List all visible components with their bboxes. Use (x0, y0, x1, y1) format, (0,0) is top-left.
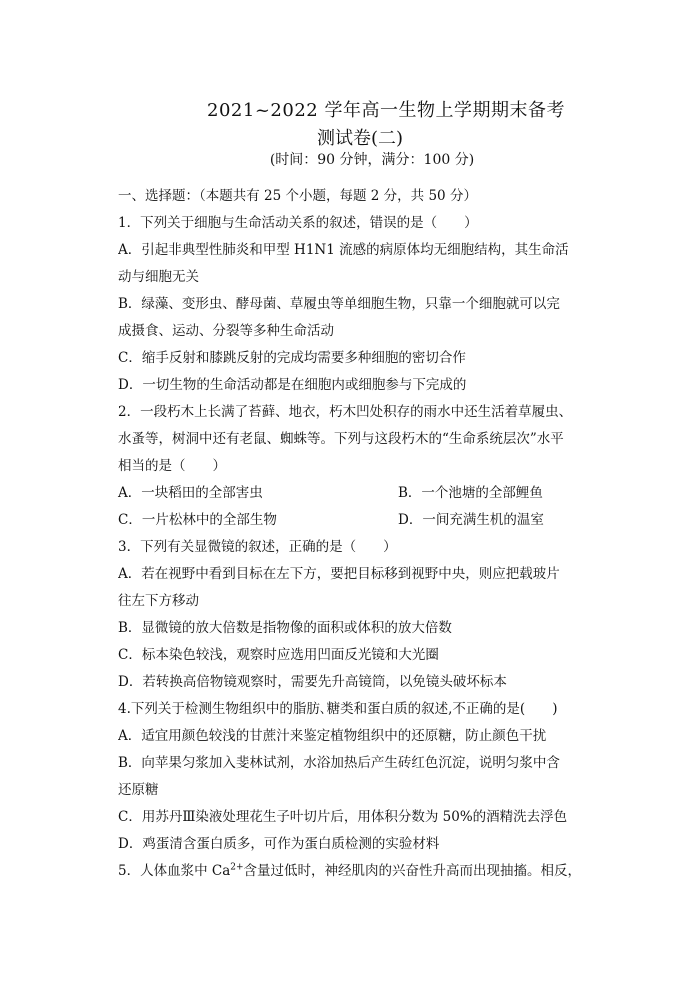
option-b: B．向苹果匀浆加入斐林试剂，水浴加热后产生砖红色沉淀，说明匀浆中含 (118, 755, 560, 771)
section-heading: 一、选择题：（本题共有 25 个小题，每题 2 分，共 50 分） (118, 188, 477, 204)
exam-subtitle: 测试卷(二) (316, 128, 404, 149)
stem-text: 5．人体血浆中 Ca (118, 863, 231, 879)
option-row (118, 507, 590, 534)
option-b-cont: 成摄食、运动、分裂等多种生命活动 (118, 323, 334, 339)
option-a: A．引起非典型性肺炎和甲型 H1N1 流感的病原体均无细胞结构，其生命活 (118, 242, 569, 258)
question-stem (118, 858, 590, 885)
option-a-cont: 往左下方移动 (118, 593, 199, 609)
option-b-cont: 还原糖 (118, 782, 159, 798)
question-5 (118, 858, 590, 885)
question-stem: 4.下列关于检测生物组织中的脂肪､糖类和蛋白质的叙述,不正确的是( ) (118, 701, 558, 717)
ion-charge: 2+ (230, 862, 244, 873)
question-stem: 3．下列有关显微镜的叙述，正确的是（ ） (118, 539, 397, 555)
option-d: D．一切生物的生命活动都是在细胞内或细胞参与下完成的 (118, 377, 467, 393)
option-c: C．缩手反射和膝跳反射的完成均需要多种细胞的密切合作 (118, 350, 466, 366)
exam-title: 2021~2022 学年高一生物上学期期末备考 (207, 100, 565, 121)
option-a: A．适宜用颜色较浅的甘蔗汁来鉴定植物组织中的还原糖，防止颜色干扰 (118, 728, 547, 744)
question-3 (118, 534, 590, 696)
option-row (118, 480, 590, 507)
option-b: B．一个池塘的全部鲤鱼 (398, 485, 543, 501)
option-d: D．若转换高倍物镜观察时，需要先升高镜筒，以免镜头破坏标本 (118, 674, 507, 690)
option-a-cont: 动与细胞无关 (118, 269, 199, 285)
option-c: C．用苏丹Ⅲ染液处理花生子叶切片后，用体积分数为 50%的酒精洗去浮色 (118, 809, 568, 825)
stem-text: 含量过低时，神经肌肉的兴奋性升高而出现抽搐。相反， (243, 863, 582, 879)
option-b: B．绿藻、变形虫、酵母菌、草履虫等单细胞生物，只靠一个细胞就可以完 (118, 296, 560, 312)
question-stem-cont: 相当的是（ ） (118, 458, 226, 474)
question-1 (118, 210, 590, 399)
question-2 (118, 399, 590, 534)
option-c: C．标本染色较浅，观察时应选用凹面反光镜和大光圈 (118, 647, 439, 663)
question-stem: 1．下列关于细胞与生命活动关系的叙述，错误的是（ ） (118, 215, 478, 231)
question-stem-cont: 水蚤等，树洞中还有老鼠、蜘蛛等。下列与这段朽木的“生命系统层次”水平 (118, 431, 564, 447)
option-a: A．一块稻田的全部害虫 (118, 485, 263, 501)
option-c: C．一片松林中的全部生物 (118, 512, 277, 528)
option-d: D．鸡蛋清含蛋白质多，可作为蛋白质检测的实验材料 (118, 836, 440, 852)
question-4 (118, 696, 590, 858)
option-a: A．若在视野中看到目标在左下方，要把目标移到视野中央，则应把载玻片 (118, 566, 560, 582)
question-stem: 2．一段朽木上长满了苔藓、地衣，朽木凹处积存的雨水中还生活着草履虫、 (118, 404, 573, 420)
exam-content (118, 183, 590, 885)
option-d: D．一间充满生机的温室 (398, 512, 544, 528)
option-b: B．显微镜的放大倍数是指物像的面积或体积的放大倍数 (118, 620, 452, 636)
exam-meta: (时间：90 分钟，满分：100 分) (269, 152, 475, 168)
